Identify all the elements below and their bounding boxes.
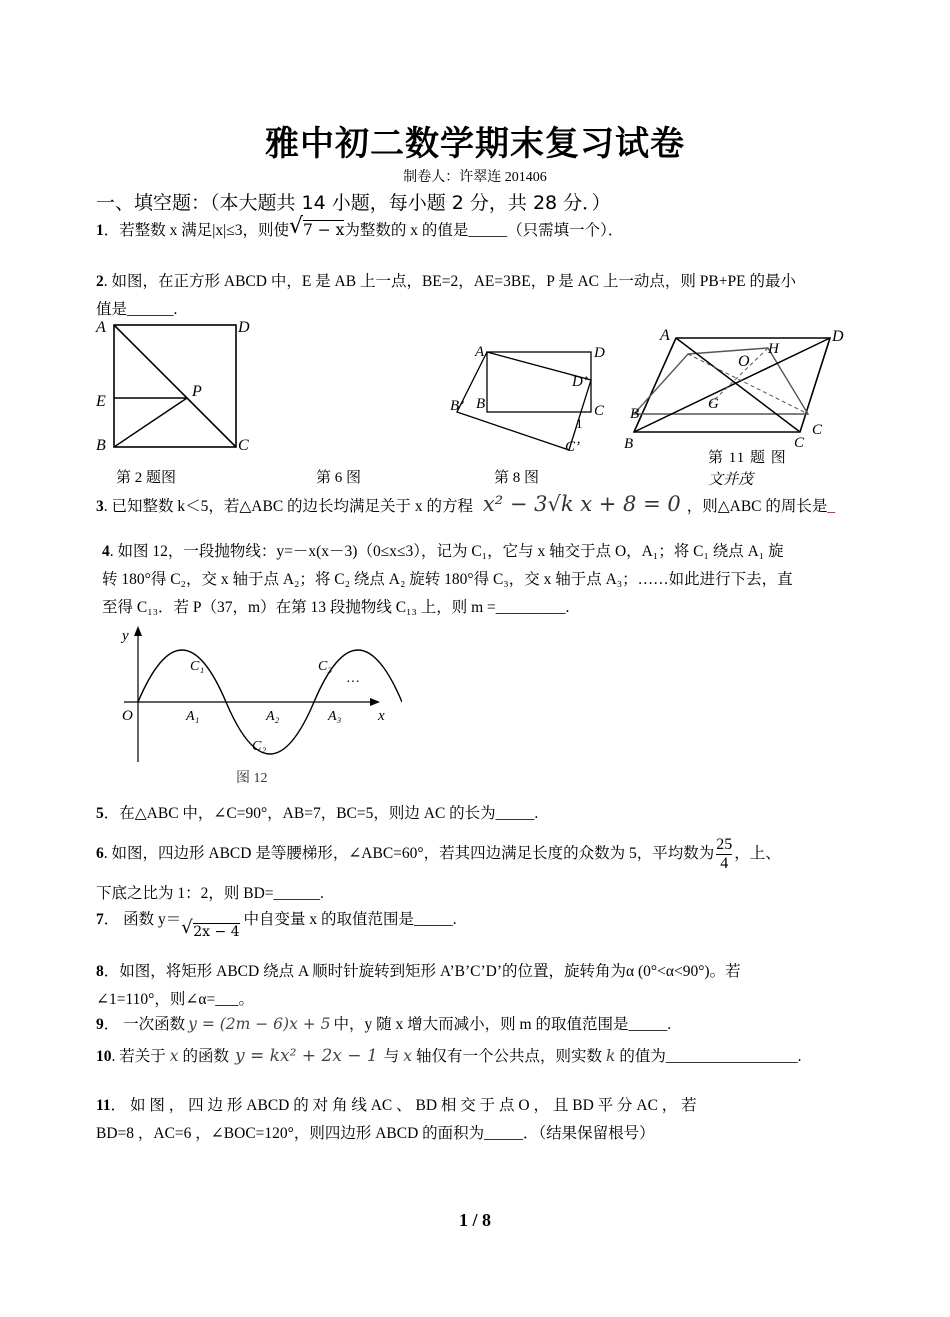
question-7: 7． 函数 y＝ √ 2x − 4 中自变量 x 的取值范围是_____. — [96, 911, 457, 940]
question-4: 4. 如图 12，一段抛物线：y=－x(x－3)（0≤x≤3），记为 C₁，它与 x 轴交于点 O，A₁；将 C₁ 绕点 A₁ 旋 转 180°得 C₂，交 x 轴于点 A₂；将 C₂ 绕点 A₂ 旋转 180°得 C₃，交 x 轴于点 A₃；……如此进行下去，直 至得 C₁₃．若 P（37，m）在第 13 段抛物线 C₁₃ 上，则 m =_________. — [102, 543, 793, 616]
figure-8-rectangles — [445, 338, 615, 458]
svg-text:B: B — [96, 437, 106, 454]
q1-radicand: 7 − x — [302, 221, 345, 239]
svg-text:C: C — [794, 435, 805, 451]
question-1: 1．若整数 x 满足|x|≤3，则使 √ 7 − x为整数的 x 的值是_____（只需填一个）． — [96, 214, 624, 239]
q3-equation: x² − 3√k x + 8 = 0 — [482, 492, 681, 516]
svg-text:图 12: 图 12 — [236, 771, 268, 786]
svg-text:C₃: C₃ — [318, 659, 333, 674]
q9-equation: y = (2m − 6)x + 5 — [188, 1015, 331, 1033]
svg-text:1: 1 — [576, 416, 583, 431]
q10-equation: y = kx² + 2x − 1 — [235, 1046, 378, 1066]
svg-text:C: C — [812, 422, 823, 438]
svg-text:C₁: C₁ — [190, 659, 205, 674]
svg-text:A: A — [475, 344, 485, 360]
section-heading: 一、填空题：（本大题共 14 小题，每小题 2 分，共 28 分．） — [96, 192, 611, 214]
page-number: 1 / 8 — [458, 1210, 491, 1230]
svg-text:B: B — [630, 406, 640, 422]
svg-text:E: E — [96, 393, 106, 410]
svg-text:C₂: C₂ — [252, 739, 267, 754]
caption-fig11: 第 11 题 图 — [708, 450, 787, 466]
svg-text:A: A — [660, 327, 670, 344]
caption-fig8: 第 8 图 — [494, 470, 540, 486]
svg-text:D’: D’ — [572, 374, 588, 390]
author-note: 文并茂 — [708, 472, 754, 488]
svg-text:A₁: A₁ — [186, 709, 200, 724]
svg-text:D: D — [594, 345, 605, 361]
svg-text:D: D — [238, 319, 250, 336]
svg-text:P: P — [192, 383, 202, 400]
question-2: 2. 如图，在正方形 ABCD 中，E 是 AB 上一点，BE=2，AE=3BE，P 是 AC 上一动点，则 PB+PE 的最小 值是______. — [96, 273, 796, 318]
svg-text:O: O — [122, 708, 133, 724]
figure-2-square — [92, 318, 262, 458]
svg-text:O: O — [738, 353, 750, 370]
question-10: 10. 若关于 x 的函数 y = kx² + 2x − 1 与 x 轴仅有一个公共点，则实数 k 的值为_________________. — [96, 1046, 802, 1066]
svg-text:B: B — [476, 396, 486, 412]
question-6-line2: 下底之比为 1：2，则 BD=______. — [96, 885, 324, 902]
caption-fig2: 第 2 题图 — [116, 470, 177, 486]
svg-text:C: C — [594, 403, 605, 419]
svg-text:C’: C’ — [565, 439, 580, 455]
svg-text:B: B — [624, 436, 634, 452]
svg-text:A₃: A₃ — [328, 709, 342, 724]
question-9: 9． 一次函数 y = (2m − 6)x + 5 中，y 随 x 增大而减小，则 m 的取值范围是_____. — [96, 1015, 672, 1033]
author-line: 制卷人：许翠连 201406 — [403, 170, 547, 185]
svg-text:B’: B’ — [450, 398, 465, 414]
svg-text:···: ··· — [346, 675, 360, 690]
svg-text:x: x — [378, 708, 385, 724]
q7-radicand: 2x − 4 — [193, 924, 240, 940]
question-11: 11． 如 图 ， 四 边 形 ABCD 的 对 角 线 AC 、 BD 相 交 于 点 O ， 且 BD 平 分 AC ， 若 BD=8 ，AC=6 ，∠BOC=120°，则四边形 ABCD 的面积为_____．（结果保留根号） — [96, 1097, 697, 1142]
question-8: 8．如图，将矩形 ABCD 绕点 A 顺时针旋转到矩形 A’B’C’D’的位置，旋转角为α (0°<α<90°)。若 ∠1=110°，则∠α=___。 — [96, 963, 741, 1008]
svg-text:D: D — [832, 328, 844, 345]
svg-text:C: C — [238, 437, 249, 454]
svg-text:y: y — [122, 628, 129, 644]
page-title: 雅中初二数学期末复习试卷 — [265, 124, 685, 164]
caption-fig6: 第 6 图 — [316, 470, 362, 486]
q6-fraction: $\frac{25}{4}$ — [716, 836, 733, 872]
figure-11-quadrilaterals — [620, 322, 850, 452]
question-6: 6. 如图，四边形 ABCD 是等腰梯形，∠ABC=60°，若其四边满足长度的众数为 5，平均数为 $\frac{25}{4}$ ，上、 — [96, 836, 781, 872]
question-3: 3. 已知整数 k＜5，若△ABC 的边长均满足关于 x 的方程 x² − 3√k x + 8 = 0 ，则△ABC 的周长是_ — [96, 492, 836, 516]
question-5: 5．在△ABC 中，∠C=90°，AB=7，BC=5，则边 AC 的长为_____. — [96, 805, 539, 822]
svg-text:H: H — [768, 341, 779, 357]
svg-text:G: G — [708, 396, 719, 412]
svg-text:A₂: A₂ — [266, 709, 280, 724]
figure-12-parabolas — [112, 622, 402, 792]
svg-text:A: A — [96, 319, 106, 336]
